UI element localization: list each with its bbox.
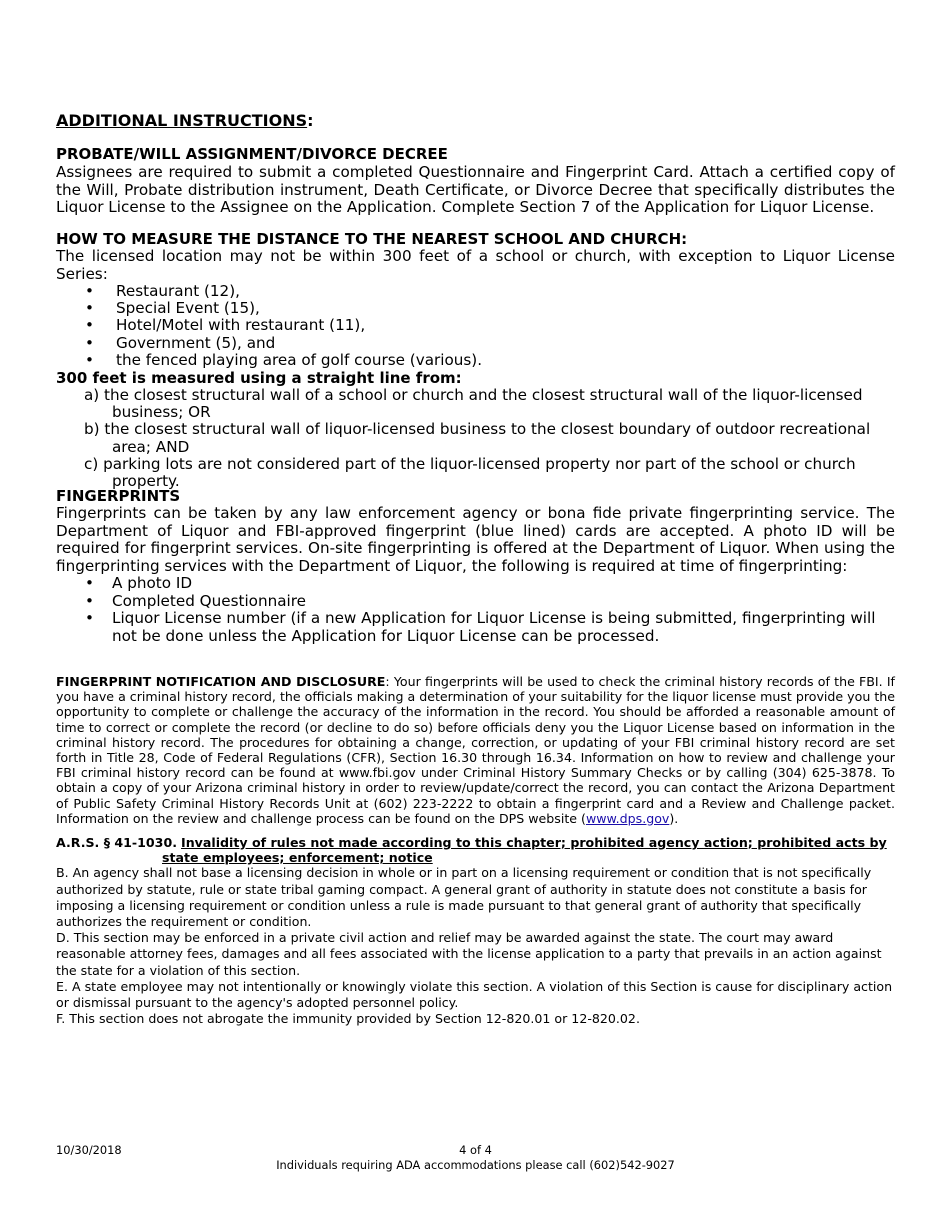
ars-paragraph-b: B. An agency shall not base a licensing decision in whole or in part on a licensing requirement or condition that is not specifically authorized by statute, rule or state tribal gaming compact. A general grant of authority in statute does not constitute a basis for imposing a licensing requirement or condition unless a rule is made pursuant to that general grant of authority that specifically authorizes the requirement or condition. [56,865,872,930]
list-item: • Liquor License number (if a new Application for Liquor License is being submitted, fingerprinting will not be done unless the Application for Liquor License can be processed. [56,610,895,645]
ars-paragraph-f: F. This section does not abrogate the immunity provided by Section 12-820.01 or 12-820.02. [56,1011,640,1027]
list-item: c) parking lots are not considered part of the liquor-licensed property nor part of the school or church property. [84,454,856,491]
list-item: • Special Event (15), [56,300,895,317]
list-item: • Hotel/Motel with restaurant (11), [56,317,895,334]
ars-paragraph-e: E. A state employee may not intentionally or knowingly violate this section. A violation of this Section is cause for disciplinary action or dismissal pursuant to the agency's adopted personnel policy. [56,978,893,1011]
list-item: a) the closest structural wall of a school or church and the closest structural wall of the liquor-licensed business; OR [84,386,863,422]
ars-heading [56,835,895,865]
footer-date: 10/30/2018 [56,1143,122,1157]
fingerprints-text: Fingerprints can be taken by any law enforcement agency or bona fide private fingerprinting service. The Department of Liquor and FBI-approved fingerprint (blue lined) cards are accepted. A photo ID will be required for fingerprint services. On-site fingerprinting is offered at the Department of Liquor. When using the fingerprinting services with the Department of Liquor, the following is required at time of fingerprinting: [56,504,895,575]
exceptions-list [56,283,895,369]
probate-text: Assignees are required to submit a completed Questionnaire and Fingerprint Card. Attach a certified copy of the Will, Probate distribution instrument, Death Certificate, or Divorce Decree that specifically distributes the Liquor License to the Assignee on the Application. Complete Section 7 of the Application for Liquor License. [56,163,895,216]
distance-section [56,230,895,490]
footer-page-number: 4 of 4 [459,1143,492,1157]
list-item: b) the closest structural wall of liquor-licensed business to the closest boundary of outdoor recreational area; AND [84,420,871,456]
fingerprint-requirements-list [56,575,895,645]
notification-text: : Your fingerprints will be used to check the criminal history records of the FBI. If you have a criminal history record, the officials making a determination of your suitability for the liquor license must provide you the opportunity to complete or challenge the accuracy of the information in the record. You should be afforded a reasonable amount of time to correct or complete the record (or decline to do so) before officials deny you the Liquor License based on information in the criminal history record. The procedures for obtaining a change, correction, or updating of your FBI criminal history record are set forth in Title 28, Code of Federal Regulations (CFR), Section 16.30 through 16.34. Information on how to review and challenge your FBI criminal history record can be found at www.fbi.gov under Criminal History Summary Checks or by calling (304) 625-3878. To obtain a copy of your Arizona criminal history in order to review/update/correct the record, you can contact the Arizona Department of Public Safety Criminal History Records Unit at (602) 223-2222 to obtain a fingerprint card and a Review and Challenge packet. Information on the review and challenge process can be found on the DPS website ( [56,674,895,826]
footer-ada-notice: Individuals requiring ADA accommodations please call (602)542-9027 [276,1158,675,1172]
notification-title: FINGERPRINT NOTIFICATION AND DISCLOSURE [56,674,386,689]
list-item: • Completed Questionnaire [56,593,895,611]
fingerprints-section [56,487,895,645]
ars-label: A.R.S. § 41-1030. [56,835,177,850]
measure-list [56,387,895,490]
ars-title: Invalidity of rules not made according to this chapter; prohibited agency action; prohibited acts by state employees; enforcement; notice [162,835,887,866]
probate-section [56,145,895,217]
list-item: • Government (5), and [56,335,895,352]
fingerprints-title: FINGERPRINTS [56,487,181,505]
page-heading-text: ADDITIONAL INSTRUCTIONS [56,111,308,130]
notification-tail: ). [669,810,679,826]
distance-intro: The licensed location may not be within 300 feet of a school or church, with exception to Liquor License Series: [56,247,895,283]
list-item: • the fenced playing area of golf course (various). [56,352,895,369]
list-item: • A photo ID [56,575,895,593]
measure-title: 300 feet is measured using a straight line from: [56,369,462,388]
distance-title: HOW TO MEASURE THE DISTANCE TO THE NEAREST SCHOOL AND CHURCH: [56,230,688,248]
ars-paragraph-d: D. This section may be enforced in a private civil action and relief may be awarded against the state. The court may award reasonable attorney fees, damages and all fees associated with the license application to a party that prevails in an action against the state for a violation of this section. [56,930,882,978]
probate-title: PROBATE/WILL ASSIGNMENT/DIVORCE DECREE [56,145,448,163]
notification-section [56,674,895,826]
list-item: • Restaurant (12), [56,283,895,300]
page-heading-colon: : [307,111,314,130]
ars-section [56,835,895,1027]
page-heading [56,111,314,130]
dps-website-link[interactable]: www.dps.gov [585,810,670,826]
